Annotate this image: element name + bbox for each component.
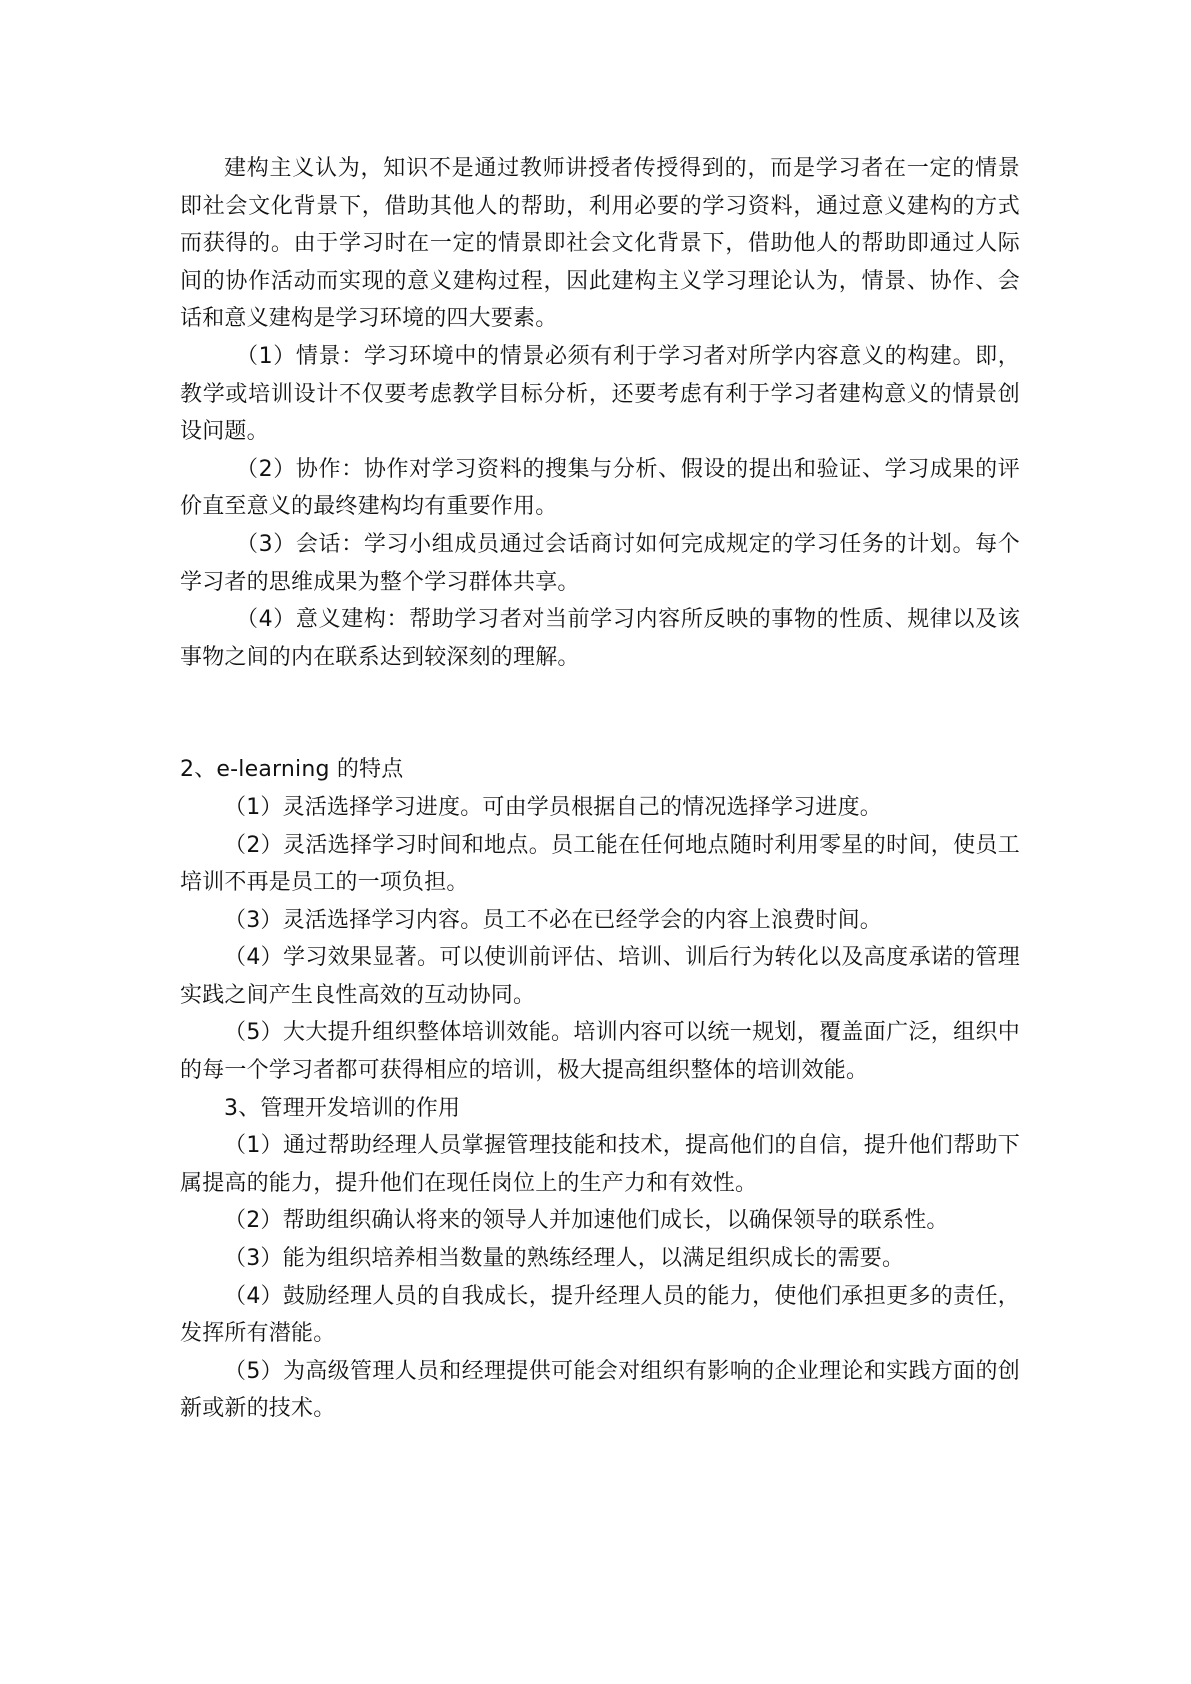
constructivism-item-collaboration: （2）协作：协作对学习资料的搜集与分析、假设的提出和验证、学习成果的评价直至意义的最终建构均有重要作用。 xyxy=(180,456,1020,520)
elearning-item-1: （1）灵活选择学习进度。可由学员根据自己的情况选择学习进度。 xyxy=(224,794,882,820)
management-item-4: （4）鼓励经理人员的自我成长，提升经理人员的能力，使他们承担更多的责任，发挥所有潜能。 xyxy=(180,1283,1020,1347)
constructivism-item-meaning-construction: （4）意义建构：帮助学习者对当前学习内容所反映的事物的性质、规律以及该事物之间的内在联系达到较深刻的理解。 xyxy=(180,607,1020,670)
elearning-item-3: （3）灵活选择学习内容。员工不必在已经学会的内容上浪费时间。 xyxy=(224,907,882,933)
constructivism-intro-paragraph: 建构主义认为，知识不是通过教师讲授者传授得到的，而是学习者在一定的情景即社会文化背景下，借助其他人的帮助，利用必要的学习资料，通过意义建构的方式而获得的。由于学习时在一定的情景即社会文化背景下，借助他人的帮助即通过人际间的协作活动而实现的意义建构过程，因此建构主义学习理论认为，情景、协作、会话和意义建构是学习环境的四大要素。 xyxy=(180,156,1020,332)
elearning-item-5: （5）大大提升组织整体培训效能。培训内容可以统一规划，覆盖面广泛，组织中的每一个学习者都可获得相应的培训，极大提高组织整体的培训效能。 xyxy=(180,1020,1020,1084)
management-item-5: （5）为高级管理人员和经理提供可能会对组织有影响的企业理论和实践方面的创新或新的技术。 xyxy=(180,1358,1020,1422)
elearning-item-2: （2）灵活选择学习时间和地点。员工能在任何地点随时利用零星的时间，使员工培训不再是员工的一项负担。 xyxy=(180,832,1020,896)
management-item-3: （3）能为组织培养相当数量的熟练经理人，以满足组织成长的需要。 xyxy=(224,1246,905,1272)
management-item-2: （2）帮助组织确认将来的领导人并加速他们成长，以确保领导的联系性。 xyxy=(224,1208,949,1234)
elearning-item-4: （4）学习效果显著。可以使训前评估、培训、训后行为转化以及高度承诺的管理实践之间产生良性高效的互动协同。 xyxy=(180,945,1020,1008)
constructivism-item-conversation: （3）会话：学习小组成员通过会话商讨如何完成规定的学习任务的计划。每个学习者的思维成果为整个学习群体共享。 xyxy=(180,531,1020,595)
elearning-heading: 2、e-learning 的特点 xyxy=(180,757,404,783)
management-training-heading: 3、管理开发培训的作用 xyxy=(224,1095,461,1121)
document-page xyxy=(180,150,1020,1428)
management-item-1: （1）通过帮助经理人员掌握管理技能和技术，提高他们的自信，提升他们帮助下属提高的能力，提升他们在现任岗位上的生产力和有效性。 xyxy=(180,1133,1020,1196)
constructivism-item-situation: （1）情景：学习环境中的情景必须有利于学习者对所学内容意义的构建。即，教学或培训设计不仅要考虑教学目标分析，还要考虑有利于学习者建构意义的情景创设问题。 xyxy=(180,343,1020,445)
section-spacer xyxy=(180,676,1020,751)
